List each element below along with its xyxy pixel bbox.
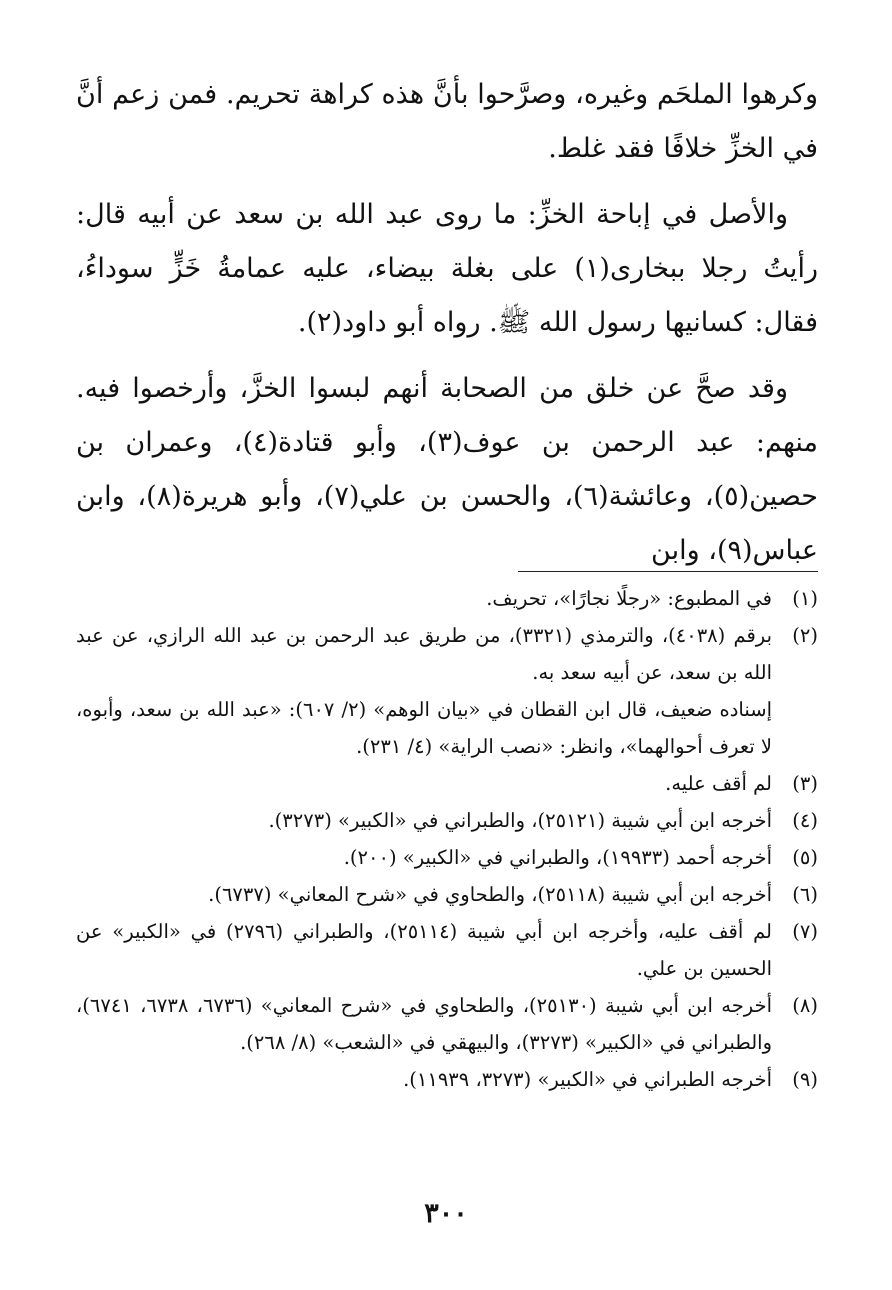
footnote-body — [76, 839, 772, 876]
footnote-number: (٢) — [792, 624, 818, 647]
footnote-body — [76, 876, 772, 913]
page-number: ٣٠٠ — [424, 1198, 468, 1229]
footnote-body — [76, 987, 772, 1061]
footnote-number: (٩) — [792, 1068, 818, 1091]
footnote-number: (٥) — [792, 846, 818, 869]
paragraph: وقد صحَّ عن خلق من الصحابة أنهم لبسوا الخزَّ، وأرخصوا فيه. منهم: عبد الرحمن بن عوف(٣)، وأبو قتادة(٤)، وعمران بن حصين(٥)، وعائشة(٦)، والحسن بن علي(٧)، وأبو هريرة(٨)، وابن عباس(٩)، وابن — [76, 373, 819, 566]
footnote-5 — [76, 839, 818, 876]
footnote-number: (٧) — [792, 920, 818, 943]
footnote-number: (٣) — [792, 772, 818, 795]
footnote-4 — [76, 802, 818, 839]
footnote-2 — [76, 617, 818, 765]
paragraph: وكرهوا الملحَم وغيره، وصرَّحوا بأنَّ هذه كراهة تحريم. فمن زعم أنَّ في الخزِّ خلافًا فقد غلط. — [76, 79, 818, 164]
footnote-body — [76, 617, 772, 765]
footnote-text: في المطبوع: «رجلًا نجارًا»، تحريف. — [486, 587, 772, 610]
footnote-body — [76, 765, 772, 802]
footnote-text: إسناده ضعيف، قال ابن القطان في «بيان الوهم» (٢/ ٦٠٧): «عبد الله بن سعد، وأبوه، لا تعرف أحوالهما»، وانظر: «نصب الراية» (٤/ ٢٣١). — [76, 698, 772, 758]
footnote-3 — [76, 765, 818, 802]
footnote-text: أخرجه الطبراني في «الكبير» (٣٢٧٣، ١١٩٣٩). — [403, 1068, 772, 1091]
footnote-body — [76, 580, 772, 617]
footnote-separator — [518, 571, 818, 572]
footnote-body — [76, 802, 772, 839]
footnote-6 — [76, 876, 818, 913]
footnote-text: أخرجه أحمد (١٩٩٣٣)، والطبراني في «الكبير» (٢٠٠). — [343, 846, 772, 869]
footnote-number: (٦) — [792, 883, 818, 906]
footnote-number: (٨) — [792, 994, 818, 1017]
footnote-9 — [76, 1061, 818, 1098]
footnote-8 — [76, 987, 818, 1061]
footnote-number: (٤) — [792, 809, 818, 832]
footnote-body — [76, 913, 772, 987]
footnote-text: برقم (٤٠٣٨)، والترمذي (٣٣٢١)، من طريق عبد الرحمن بن عبد الله الرازي، عن عبد الله بن سعد، عن أبيه سعد به. — [76, 624, 772, 684]
footnotes — [76, 580, 818, 1098]
footnote-body — [76, 1061, 772, 1098]
footnote-number: (١) — [792, 587, 818, 610]
footnote-text: أخرجه ابن أبي شيبة (٢٥١٣٠)، والطحاوي في «شرح المعاني» (٦٧٣٦، ٦٧٣٨، ٦٧٤١)، والطبراني في «الكبير» (٣٢٧٣)، والبيهقي في «الشعب» (٨/ ٢٦٨). — [76, 994, 772, 1054]
footnote-text: لم أقف عليه. — [665, 772, 772, 795]
footnote-7 — [76, 913, 818, 987]
footnote-text: أخرجه ابن أبي شيبة (٢٥١٢١)، والطبراني في «الكبير» (٣٢٧٣). — [268, 809, 772, 832]
main-text — [76, 68, 818, 590]
footnote-text: أخرجه ابن أبي شيبة (٢٥١١٨)، والطحاوي في «شرح المعاني» (٦٧٣٧). — [208, 883, 772, 906]
footnote-1 — [76, 580, 818, 617]
paragraph: والأصل في إباحة الخزِّ: ما روى عبد الله بن سعد عن أبيه قال: رأيتُ رجلا ببخارى(١) على بغلة بيضاء، عليه عمامةُ خَزٍّ سوداءُ، فقال: كسانيها رسول الله ﷺ. رواه أبو داود(٢). — [76, 199, 818, 338]
footnote-text: لم أقف عليه، وأخرجه ابن أبي شيبة (٢٥١١٤)، والطبراني (٢٧٩٦) في «الكبير» عن الحسين بن علي. — [76, 920, 773, 980]
